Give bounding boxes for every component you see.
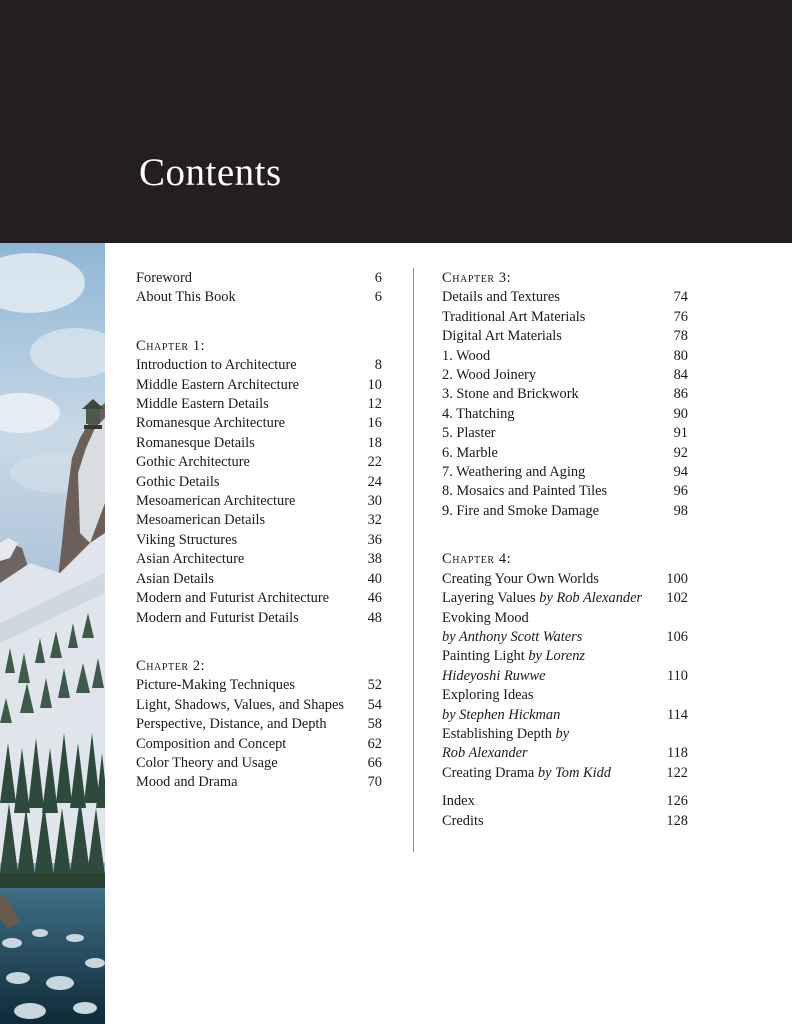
entry-title: Modern and Futurist Architecture bbox=[136, 590, 330, 607]
entry-author: Hideyoshi Ruwwe bbox=[442, 667, 546, 684]
entry-title: 3. Stone and Brickwork bbox=[442, 386, 579, 403]
entry-page: 52 bbox=[367, 677, 382, 694]
entry-title: 4. Thatching bbox=[442, 405, 515, 422]
spacer bbox=[442, 783, 688, 792]
toc-entry[interactable] bbox=[136, 609, 382, 628]
entry-page: 62 bbox=[367, 735, 382, 752]
entry-title: Middle Eastern Architecture bbox=[136, 376, 300, 393]
entry-page: 76 bbox=[673, 308, 688, 325]
entry-title: 8. Mosaics and Painted Tiles bbox=[442, 483, 608, 500]
entry-title: Evoking Mood bbox=[442, 609, 529, 626]
entry-page: 110 bbox=[666, 667, 688, 684]
toc-entry[interactable] bbox=[442, 764, 688, 783]
entry-page: 98 bbox=[673, 502, 688, 519]
entry-title: Modern and Futurist Details bbox=[136, 609, 299, 626]
entry-page: 8 bbox=[374, 357, 382, 374]
entry-page: 114 bbox=[666, 706, 688, 723]
entry-author: by bbox=[555, 725, 570, 742]
entry-title: Foreword bbox=[136, 270, 192, 286]
entry-page: 66 bbox=[367, 754, 382, 771]
toc-entry[interactable] bbox=[136, 288, 382, 307]
spacer bbox=[442, 521, 688, 550]
entry-title: Mesoamerican Details bbox=[136, 512, 266, 529]
entry-title: Establishing Depth bbox=[442, 725, 552, 742]
entry-title: Asian Architecture bbox=[136, 551, 245, 568]
toc-entry-title-line[interactable] bbox=[442, 609, 688, 628]
toc-entry[interactable] bbox=[136, 550, 382, 569]
entry-title: Mood and Drama bbox=[136, 774, 238, 791]
entry-page: 46 bbox=[367, 590, 382, 607]
entry-page: 32 bbox=[367, 512, 382, 529]
entry-page: 94 bbox=[673, 464, 688, 481]
toc-entry[interactable] bbox=[442, 463, 688, 482]
entry-page: 122 bbox=[666, 764, 688, 781]
toc-entry[interactable] bbox=[442, 424, 688, 443]
chapter-heading: Chapter 4: bbox=[442, 551, 512, 568]
toc-entry[interactable] bbox=[442, 744, 688, 763]
entry-author: Rob Alexander bbox=[442, 745, 528, 762]
entry-page: 10 bbox=[367, 376, 382, 393]
chapter-heading: Chapter 1: bbox=[136, 337, 206, 354]
entry-title: Painting Light bbox=[442, 648, 525, 665]
entry-title: 6. Marble bbox=[442, 444, 498, 461]
entry-author: by Lorenz bbox=[528, 648, 585, 665]
entry-page: 54 bbox=[367, 696, 382, 713]
entry-page: 118 bbox=[666, 745, 688, 762]
entry-page: 38 bbox=[367, 551, 382, 568]
toc-entry[interactable] bbox=[136, 492, 382, 511]
entry-title: 7. Weathering and Aging bbox=[442, 464, 586, 481]
chapter-heading: Chapter 3: bbox=[442, 270, 512, 286]
entry-page: 86 bbox=[673, 386, 688, 403]
toc-entry[interactable] bbox=[136, 511, 382, 530]
spacer bbox=[136, 628, 382, 657]
entry-title: Color Theory and Usage bbox=[136, 754, 278, 771]
entry-title: 9. Fire and Smoke Damage bbox=[442, 502, 600, 519]
entry-title: Gothic Architecture bbox=[136, 454, 250, 471]
entry-page: 6 bbox=[374, 270, 382, 286]
toc-entry[interactable] bbox=[442, 667, 688, 686]
entry-page: 74 bbox=[673, 289, 688, 306]
entry-page: 80 bbox=[673, 347, 688, 364]
entry-title: Index bbox=[442, 793, 475, 810]
entry-page: 91 bbox=[673, 425, 688, 442]
toc-entry[interactable] bbox=[136, 773, 382, 792]
entry-title: Digital Art Materials bbox=[442, 328, 562, 345]
toc-entry[interactable] bbox=[442, 706, 688, 725]
entry-page: 128 bbox=[666, 812, 688, 829]
entry-page: 22 bbox=[367, 454, 382, 471]
entry-page: 102 bbox=[666, 590, 688, 607]
entry-page: 92 bbox=[673, 444, 688, 461]
toc-entry[interactable] bbox=[136, 570, 382, 589]
toc-entry-title-line[interactable] bbox=[442, 647, 688, 666]
toc-entry[interactable] bbox=[136, 434, 382, 453]
toc-entry[interactable] bbox=[136, 473, 382, 492]
entry-page: 30 bbox=[367, 493, 382, 510]
toc-entry[interactable] bbox=[442, 570, 688, 589]
toc-entry-title-line[interactable] bbox=[442, 686, 688, 705]
toc-entry[interactable] bbox=[136, 676, 382, 695]
entry-page: 6 bbox=[374, 289, 382, 306]
toc-entry[interactable] bbox=[136, 376, 382, 395]
entry-title: Perspective, Distance, and Depth bbox=[136, 716, 327, 733]
entry-author: by Tom Kidd bbox=[537, 764, 611, 781]
entry-title: Composition and Concept bbox=[136, 735, 287, 752]
entry-title: Romanesque Architecture bbox=[136, 415, 286, 432]
entry-author: by Rob Alexander bbox=[539, 590, 643, 607]
spacer bbox=[136, 308, 382, 337]
toc-entry[interactable] bbox=[442, 812, 688, 831]
mountain-landscape-image bbox=[0, 243, 105, 1024]
toc-left-column bbox=[136, 269, 382, 793]
toc-entry[interactable] bbox=[136, 531, 382, 550]
entry-title: Layering Values bbox=[442, 590, 536, 607]
entry-title: Details and Textures bbox=[442, 289, 560, 306]
page-title: Contents bbox=[139, 151, 282, 194]
header-band bbox=[0, 0, 792, 243]
entry-page: 96 bbox=[673, 483, 688, 500]
entry-title: Mesoamerican Architecture bbox=[136, 493, 296, 510]
toc-entry[interactable] bbox=[136, 589, 382, 608]
entry-title: Introduction to Architecture bbox=[136, 357, 297, 374]
entry-title: Asian Details bbox=[136, 570, 214, 587]
toc-entry[interactable] bbox=[136, 395, 382, 414]
side-illustration bbox=[0, 243, 105, 1024]
entry-title: About This Book bbox=[136, 289, 236, 306]
toc-entry[interactable] bbox=[442, 308, 688, 327]
entry-title: Romanesque Details bbox=[136, 434, 255, 451]
entry-title: 2. Wood Joinery bbox=[442, 367, 537, 384]
entry-page: 18 bbox=[367, 434, 382, 451]
entry-title: Picture-Making Techniques bbox=[136, 677, 295, 694]
entry-title: Light, Shadows, Values, and Shapes bbox=[136, 696, 344, 713]
entry-title: Viking Structures bbox=[136, 531, 238, 548]
toc-entry[interactable] bbox=[442, 347, 688, 366]
toc-entry[interactable] bbox=[136, 754, 382, 773]
entry-title: Gothic Details bbox=[136, 473, 220, 490]
entry-page: 48 bbox=[367, 609, 382, 626]
toc-entry[interactable] bbox=[136, 269, 382, 288]
entry-title: Middle Eastern Details bbox=[136, 396, 269, 413]
toc-entry[interactable] bbox=[442, 405, 688, 424]
toc-entry[interactable] bbox=[136, 735, 382, 754]
toc-entry[interactable] bbox=[442, 628, 688, 647]
entry-page: 106 bbox=[666, 628, 688, 645]
entry-page: 58 bbox=[367, 716, 382, 733]
toc-entry[interactable] bbox=[442, 502, 688, 521]
toc-entry[interactable] bbox=[136, 453, 382, 472]
toc-entry[interactable] bbox=[442, 444, 688, 463]
toc-entry[interactable] bbox=[442, 589, 688, 608]
entry-page: 36 bbox=[367, 531, 382, 548]
entry-title: Creating Drama bbox=[442, 764, 535, 781]
entry-page: 16 bbox=[367, 415, 382, 432]
entry-title: Exploring Ideas bbox=[442, 687, 534, 704]
entry-author: by Anthony Scott Waters bbox=[442, 628, 583, 645]
entry-page: 100 bbox=[666, 570, 688, 587]
entry-page: 40 bbox=[367, 570, 382, 587]
toc-entry[interactable] bbox=[442, 366, 688, 385]
entry-title: 1. Wood bbox=[442, 347, 491, 364]
toc-entry[interactable] bbox=[136, 356, 382, 375]
entry-page: 84 bbox=[673, 367, 688, 384]
toc-entry[interactable] bbox=[442, 327, 688, 346]
entry-page: 24 bbox=[367, 473, 382, 490]
entry-page: 90 bbox=[673, 405, 688, 422]
entry-title: Credits bbox=[442, 812, 484, 829]
toc-entry[interactable] bbox=[136, 696, 382, 715]
toc-right-column bbox=[442, 269, 688, 831]
entry-page: 12 bbox=[367, 396, 382, 413]
entry-page: 70 bbox=[367, 774, 382, 791]
toc-entry[interactable] bbox=[442, 385, 688, 404]
toc-entry[interactable] bbox=[136, 414, 382, 433]
column-divider bbox=[413, 268, 414, 852]
toc-entry-title-line[interactable] bbox=[442, 725, 688, 744]
toc-entry[interactable] bbox=[136, 715, 382, 734]
entry-title: Creating Your Own Worlds bbox=[442, 570, 599, 587]
entry-title: 5. Plaster bbox=[442, 425, 496, 442]
entry-author: by Stephen Hickman bbox=[442, 706, 561, 723]
chapter-heading: Chapter 2: bbox=[136, 657, 206, 674]
entry-page: 78 bbox=[673, 328, 688, 345]
toc-entry[interactable] bbox=[442, 792, 688, 811]
toc-entry[interactable] bbox=[442, 482, 688, 501]
entry-title: Traditional Art Materials bbox=[442, 308, 586, 325]
entry-page: 126 bbox=[666, 793, 688, 810]
toc-entry[interactable] bbox=[442, 288, 688, 307]
